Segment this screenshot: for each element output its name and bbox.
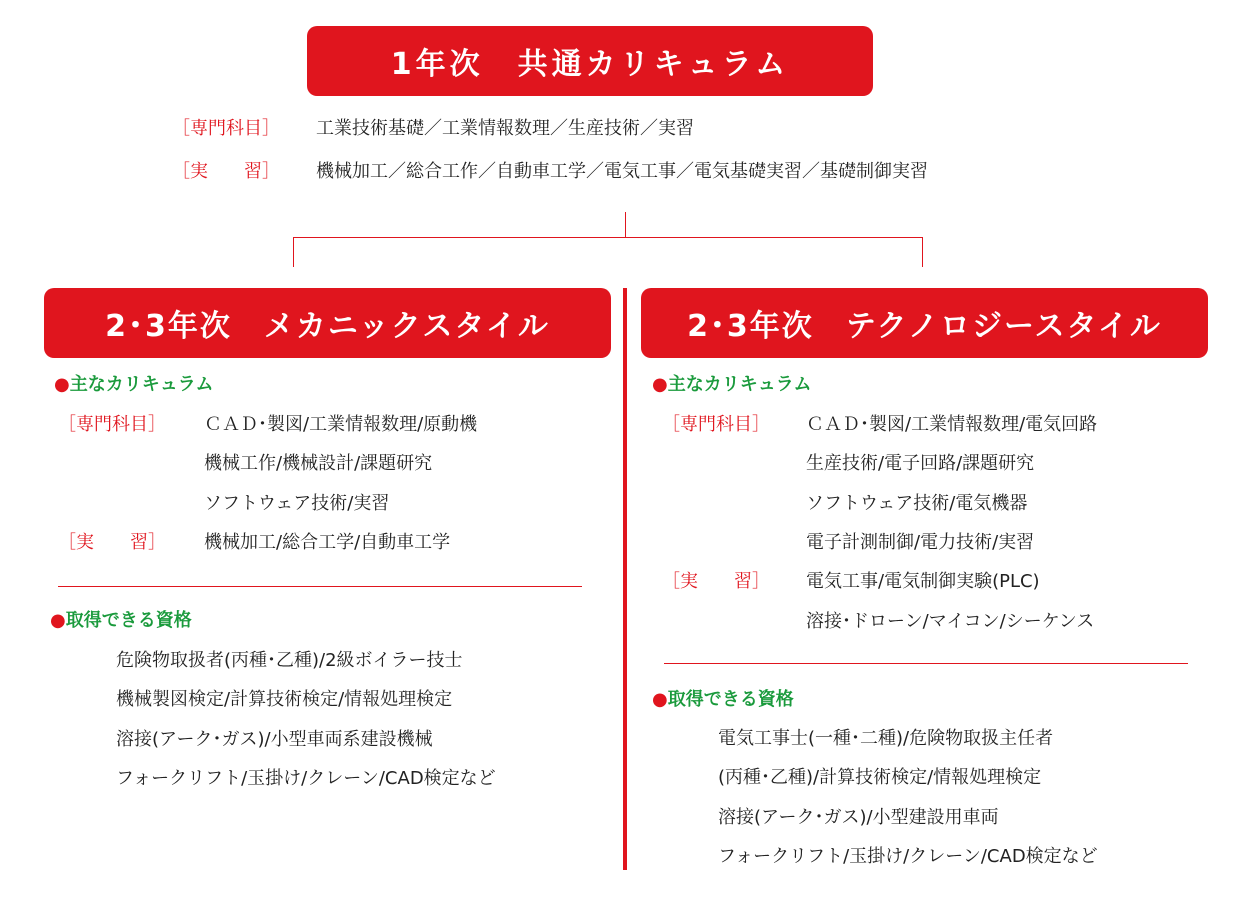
mechanic-qual-heading <box>50 609 192 633</box>
connector-stem <box>625 212 626 237</box>
bullet-icon: ● <box>54 374 70 395</box>
bullet-icon: ● <box>652 374 668 395</box>
mechanic-qual-heading-label: 取得できる資格 <box>65 610 192 631</box>
mechanic-curriculum-heading <box>54 373 214 397</box>
mechanic-curriculum-heading-label: 主なカリキュラム <box>69 374 214 395</box>
technology-qual-line: 溶接(アーク･ガス)/小型建設用車両 <box>718 807 999 828</box>
mechanic-qual-line: フォークリフト/玉掛け/クレーン/CAD検定など <box>116 768 496 789</box>
mechanic-qual-line: 機械製図検定/計算技術検定/情報処理検定 <box>116 689 453 710</box>
technology-senmon-line: 電子計測制御/電力技術/実習 <box>806 532 1035 553</box>
technology-senmon-tag: ［専門科目］ <box>662 414 770 435</box>
technology-qual-heading <box>652 688 794 712</box>
connector-left-drop <box>293 237 294 267</box>
technology-senmon-line: ソフトウェア技術/電気機器 <box>806 493 1028 514</box>
bullet-icon: ● <box>50 610 66 631</box>
technology-curriculum-heading <box>652 373 812 397</box>
mechanic-qual-line: 危険物取扱者(丙種･乙種)/2級ボイラー技士 <box>116 650 463 671</box>
year1-title-banner: 1年次 共通カリキュラム <box>307 26 873 96</box>
year1-jisshu-tag: ［実 習］ <box>172 161 280 182</box>
mechanic-senmon-line: ＣＡＤ･製図/工業情報数理/原動機 <box>204 414 478 435</box>
mechanic-qual-line: 溶接(アーク･ガス)/小型車両系建設機械 <box>116 729 433 750</box>
mechanic-jisshu-line: 機械加工/総合工学/自動車工学 <box>204 532 451 553</box>
column-divider <box>623 288 627 870</box>
year1-jisshu-text: 機械加工／総合工作／自動車工学／電気工事／電気基礎実習／基礎制御実習 <box>316 161 928 182</box>
technology-jisshu-tag: ［実 習］ <box>662 571 770 592</box>
year1-senmon-tag: ［専門科目］ <box>172 118 280 139</box>
technology-jisshu-line: 溶接･ドローン/マイコン/シーケンス <box>806 611 1095 632</box>
technology-qual-heading-label: 取得できる資格 <box>667 689 794 710</box>
mechanic-jisshu-tag: ［実 習］ <box>58 532 166 553</box>
bullet-icon: ● <box>652 689 668 710</box>
technology-qual-line: (丙種･乙種)/計算技術検定/情報処理検定 <box>718 767 1042 788</box>
year1-senmon-text: 工業技術基礎／工業情報数理／生産技術／実習 <box>316 118 694 139</box>
technology-curriculum-heading-label: 主なカリキュラム <box>667 374 812 395</box>
technology-senmon-line: 生産技術/電子回路/課題研究 <box>806 453 1035 474</box>
mechanic-senmon-line: ソフトウェア技術/実習 <box>204 493 390 514</box>
technology-qual-line: 電気工事士(一種･二種)/危険物取扱主任者 <box>718 728 1054 749</box>
technology-senmon-line: ＣＡＤ･製図/工業情報数理/電気回路 <box>806 414 1098 435</box>
mechanic-separator <box>58 586 582 587</box>
technology-title-banner: 2･3年次 テクノロジースタイル <box>641 288 1208 358</box>
mechanic-senmon-tag: ［専門科目］ <box>58 414 166 435</box>
technology-qual-line: フォークリフト/玉掛け/クレーン/CAD検定など <box>718 846 1098 867</box>
mechanic-title-banner: 2･3年次 メカニックスタイル <box>44 288 611 358</box>
technology-separator <box>664 663 1188 664</box>
technology-jisshu-line: 電気工事/電気制御実験(PLC) <box>806 571 1040 592</box>
mechanic-senmon-line: 機械工作/機械設計/課題研究 <box>204 453 433 474</box>
connector-bar <box>293 237 923 238</box>
connector-right-drop <box>922 237 923 267</box>
